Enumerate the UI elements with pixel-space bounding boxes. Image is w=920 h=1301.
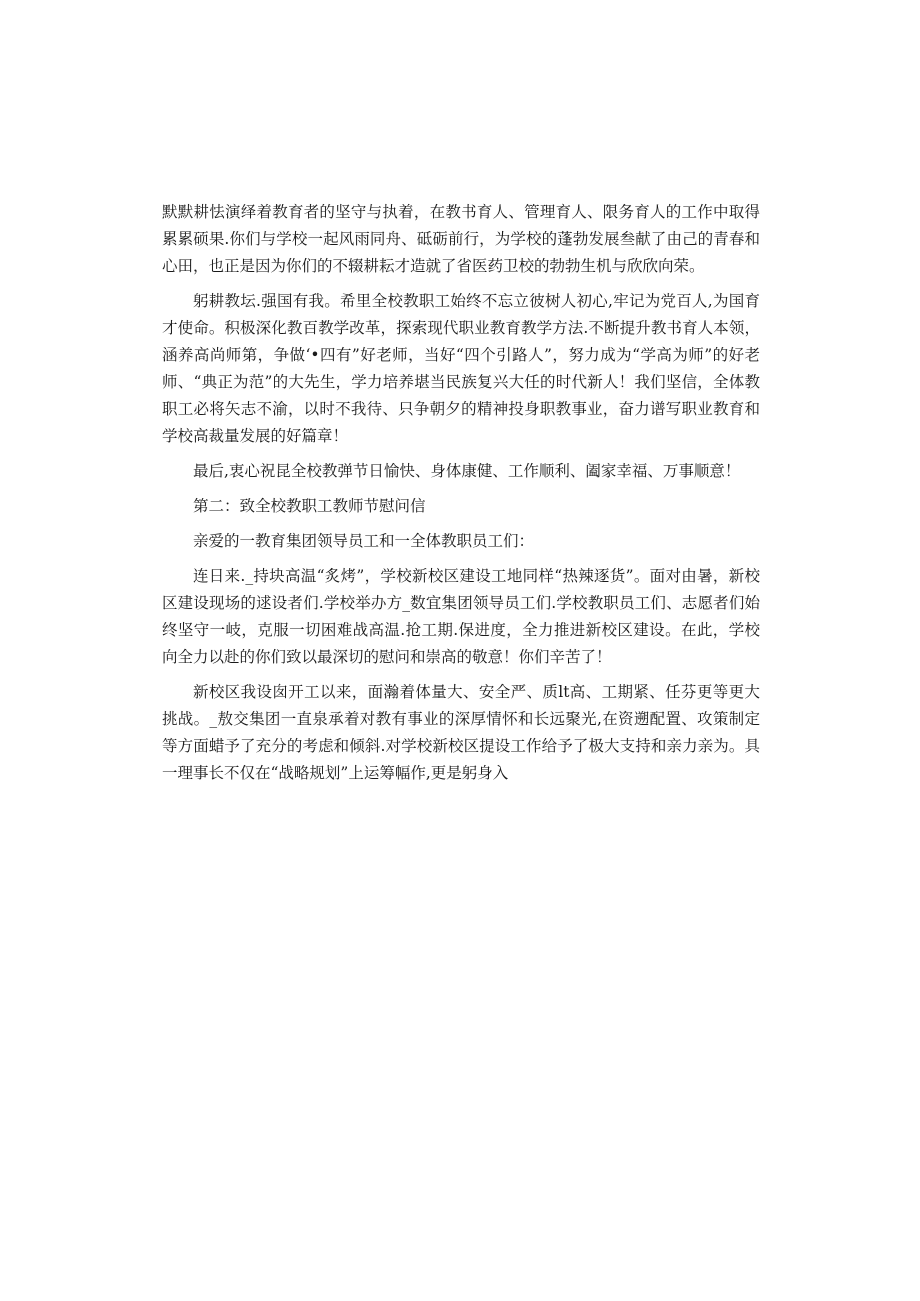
paragraph-new-campus: 新校区我设囱开工以来，面瀚着体量大、安全严、质lt高、工期紧、任芬更等更大挑战。_敖交集团一直泉承着对教有事业的深厚情怀和长远聚光,在资遡配置、攻策制定等方面蜡予了充分的考虑和倾斜.对学校新校区提设工作给予了极大支持和亲力亲为。具一理事长不仅在“战略规划”上运筹幅作,更是躬身入 (162, 683, 760, 782)
section-heading: 第二：致全校教职工教师节慰问信 (193, 497, 426, 515)
paragraph-heat-construction: 连日来._持块高温“炙烤”，学校新校区建设工地同样“热辣逐货”。面对由暑，新校区建设现场的逑设者们.学校举办方_数宜集团领导员工们.学校教职员工们、志愿者们始终坚守一岐，克服一切困难战高温.抢工期.保进度，全力推进新校区建设。在此，学校向全力以赴的你们致以最深切的慰问和崇高的敬意！你们辛苦了！ (162, 567, 760, 666)
paragraph-mission: 躬耕教坛.强国有我。希里全校教职工始终不忘立彼树人初心,牢记为党百人,为国育才使命。积极深化教百教学改革，探索现代职业教育教学方法.不断提升教书育人本领，涵养高尚师第，争做‘•四有”好老师，当好“四个引路人”，努力成为“学高为师”的好老师、“典正为范”的大先生，学力培养堪当民族复兴大任的时代新人！我们坚信，全体教职工必将矢志不渝，以时不我待、只争朝夕的精神投身职教事业，奋力谱写职业教育和学校高裁量发展的好篇章！ (162, 292, 760, 445)
paragraph-continuation: 默默耕怯演绎着教育者的坚守与执着，在教书育人、管理育人、限务育人的工作中取得累累硕果.你们与学校一起风雨同舟、砥砺前行，为学校的蓬勃发展叁献了由己的青春和心田，也正是因为你们的不辍耕耘才造就了省医药卫校的勃勃生机与欣欣向荣。 (162, 203, 760, 275)
document-body (162, 199, 760, 795)
paragraph-closing-wishes: 最后,衷心祝昆全校教弹节日愉快、身体康健、工作顺利、阖家幸福、万事顺意！ (193, 462, 741, 480)
letter-salutation: 亲爱的一教育集团领导员工和一全体教职员工们： (193, 532, 535, 550)
